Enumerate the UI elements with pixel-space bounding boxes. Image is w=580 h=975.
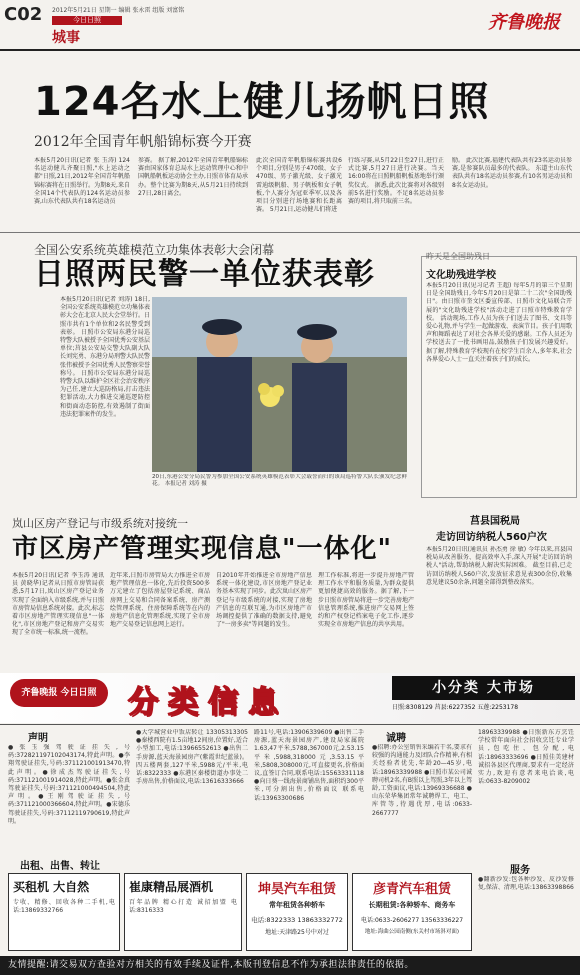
col-recruit-text: ●招聘:办公室销售采编若干名,要求有较强的沟通能力及团队合作精神,有相关经验者优先,年龄20—45岁,电话:18963339988 ●日照市某公司诚聘司机2名,有B照以上驾照,3年以上驾龄,工资面议,电话:13969336688 ●山东荣华集团常年诚聘焊工、电工、库管等,待遇优厚,电话:0633-2667777: [372, 744, 472, 817]
sidebar-label: 昨天是全国助残日: [426, 252, 490, 261]
ad-1-title: 买租机 大自然: [13, 880, 90, 894]
ad-4-addr: 地址:海曲公园南侧(东关村市场斜对面): [364, 929, 460, 935]
section-name: 城事: [52, 30, 80, 46]
col-service-head: 服务: [510, 865, 530, 876]
classifieds-title: 分类信息: [128, 685, 288, 720]
ad-1-text: 专收、精修、回收各种二手机,电话:13869332766: [13, 899, 115, 915]
ad-4-title: 彦青汽车租赁: [372, 882, 451, 897]
ad-4-tel: 电话:0633-2606277 13563336227: [360, 917, 464, 924]
realty-col-1: 本报5月20日讯(记者 李玉涛 通讯员 黄晓华)记者从日照市房管局获悉,5月17日,岚山区房产登记业务实现了全面纳入市级系统,并与日照市房管局信息系统对接。此次,标志着市区房地产管理实现信息"一体化",市区房地产登记和房产交易实现了全市统一标准,统一流程。: [12, 572, 104, 637]
lead-col-3: 此次全国青年帆船锦标赛共设6个项目,分别是男子470级、女子470级、男子激光级、女子激光雷迪级帆船、男子帆板和女子帆板,个人赛分为冠亚季军,以及各项目分别进行场地赛和长距离赛。 5月21日,运动健儿们将进: [256, 157, 342, 214]
classifieds-rule: [0, 724, 580, 725]
classifieds-slogan: 小分类 大市场: [392, 676, 575, 700]
sidebar-text-2: 本报5月20日讯(通讯员 孙杰勇 徐 敏) 今年以来,莒县国税局从改善服务、提高效率入手,深入开展"走访回访纳税人"活动,帮助纳税人解决实际困难。 截至目前,已走访回访纳税人560户次,发放征求意见表300余份,收集意见建议50余条,问题全部得到整改落实。: [426, 546, 572, 586]
section-tag: 今日日照: [52, 16, 122, 25]
lead-col-1: 本报5月20日讯(记者 张 玉涛) 124名运动健儿齐聚日照,"水上运动之都"日照,21日,2012年全国青年帆船锦标赛将在日照举行。为期8天,来自全国14个代表队的124名运动员参赛,山东代表队共有18名运动员: [34, 157, 130, 206]
divider: [0, 232, 580, 233]
ad-4-sub: 长期租赁:各种轿车、商务车: [368, 901, 456, 909]
issue-meta: 2012年5月21日 星期一 编辑 张永雷 组版 刘富铭: [52, 7, 185, 14]
realty-col-2: 近年来,日照市房管局大力推进全市房地产管理信息一体化,先后投资500多万元建立了包括房屋登记系统、商品房网上交易和合同备案系统、房产测绘管理系统、住房保障系统等在内的房地产信息化管理系统,实现了全市房地产交易登记信息网上运行。: [110, 572, 210, 629]
realty-col-3: 自2010年开始推进全市房地产信息系统一体化建设,市区房地产登记业务基本实现了同步。此次岚山区房产登记与市级系统的对接,实现了房地产信息的互联互通,为市区房地产市场调控提供了准确的数据支持,避免了"一房多卖"等问题的发生。: [216, 572, 312, 629]
ad-car-rental-2: [352, 873, 472, 951]
ad-car-rental-1: [246, 873, 348, 951]
sidebar-headline-2: 莒县国税局: [470, 516, 520, 527]
police-kicker: 全国公安系统英雄模范立功集体表彰大会闭幕: [34, 243, 275, 257]
police-headline: 日照两民警一单位获表彰: [34, 257, 375, 292]
col-3-text: 路11号,电话:13906339609 ●出售二手房源,蓝天海景园房产,建设局家属院1.63,47平米,5788,367000元,2.53.15平米,5988,318000元,3.53.15平米,5808,308000元,可直接更名,价格面议,直签订合同,联系电话:15563331118 ●向日葵一线海景商铺出售,面积约300平米,可分割出售,价格面议 联系电话:13963300686: [254, 729, 364, 802]
footer-notice: 友情提醒:请交易双方查验对方相关的有效手续及证件,本版刊登信息不作为承担法律责任的依据。: [0, 956, 580, 975]
police-caption: 20日,东港公安分局民警为参加全国公安系统英雄模范表彰大会载誉而归的该局巡特警大队长颁发纪念鲜花。 本报记者 刘涛 摄: [152, 474, 407, 487]
classifieds-phones: 日照:8308129 莒县:6227352 五莲:2253178: [392, 704, 519, 711]
police-photo: [152, 297, 407, 472]
realty-headline: 市区房产管理实现信息"一体化": [12, 534, 393, 564]
ad-2-text: 百年品牌 精心打造 诚招加盟 电话:8316333: [129, 899, 237, 915]
ad-liquor: [124, 873, 242, 951]
col-5-text: 18963339988 ●日照新东方烹饪学校常年面向社会招收烹饪专业学员,包吃住、包分配,电话:18963333696 ●日照佳美建材诚招各县区代理商,要求有一定经济实力,欢迎有意者来电洽谈,电话:0633-8209002: [478, 729, 574, 786]
col-rent-head: 出租、出售、转让: [20, 861, 100, 872]
police-text: 本报5月20日讯(记者 刘涛) 18日,全国公安系统英雄模范立功集体表彰大会在北京人民大会堂举行。日照市共有1个单位和2名民警受到表彰。 日照市公安局东港分局巡特警大队被授予全国优秀公安基层单位;莒县公安局交警大队副大队长刘宪勇、东港分局刑警大队民警张伟被授予全国优秀人民警察荣誉称号。 日照市公安局东港分局巡特警大队以维护全区社会治安秩序为己任,建立大巡防格局,打击违法犯罪活动,大力推进交通巡逻防控和街面动态防控,有效遏制了街面违法犯罪案件的发生。: [60, 296, 150, 418]
ad-3-title: 坤昊汽车租赁: [257, 882, 336, 897]
ad-2-title: 崔康精品展酒机: [129, 880, 214, 894]
col-declaration-text: ●张玉强驾驶证挂失,号码:372821197102043174,特此声明。●李翔驾驶证挂失,号码:371121001913470,特此声明。●徐成杰驾驶证挂失,号码:371121001914028,特此声明。●张金真驾驶证挂失,号码:371121000494504,特此声明。●王刚驾驶证挂失,号码:371121000366604,特此声明。●宋德乐驾驶证挂失,号码:37112119790619,特此声明。: [8, 744, 130, 825]
col-recruit-head: 诚聘: [386, 733, 406, 744]
header-rule: [0, 49, 580, 51]
lead-subhead: 2012年全国青年帆船锦标赛今开赛: [34, 134, 252, 150]
lead-col-4: 行练习赛,从5月22日至27日,进行正式比赛,5月27日进行决赛。当天16:00将在日照帆船帆板基地举行颁奖仪式。 据悉,此次比赛将对各级别前5名进行奖励。不足8名运动员参赛的项目,将只取前三名。: [348, 157, 444, 206]
realty-kicker: 岚山区房产登记与市级系统对接统一: [12, 517, 188, 530]
lead-col-5: 励。 此次比赛,福建代表队共有23名运动员参赛,是参赛队员最多的代表队。 东道主山东代表队共有18名运动员参赛,有10名男运动员和8名女运动员。: [452, 157, 572, 189]
ad-3-sub: 常年租赁各种轿车: [269, 901, 325, 909]
ad-3-addr: 地址:天津路25号中对过: [265, 929, 329, 936]
ad-3-tel: 电话:8322333 13863332772: [251, 916, 343, 924]
ad-phone-repair: [8, 873, 120, 951]
lead-col-2: 参赛。 据了解,2012年全国青年帆船锦标赛由国家体育总局水上运动管理中心和中国帆船帆板运动协会主办,日照市体育局承办。整个比赛为期8天,从5月21日持续到27日,28日离会。: [138, 157, 248, 197]
realty-col-4: 理工作标准,将进一步提升房地产管理工作水平和服务质量,为群众提供更加便捷高效的服务。据了解,下一步日照市房管局将进一步完善房地产信息管理系统,推进房产交易网上签约和产权登记档案电子化工作,逐步实现全市房地产信息的共享共用。: [318, 572, 414, 629]
sidebar-text: 本报5月20日讯(见习记者 王超) 每年5月的第三个星期日是全国助残日,今年5月20日是第二十二次"全国助残日"。由日照市奎文区委宣传部、日照市文化局联合开展的"文化助残进学校"活动走进了日照市特殊教育学校。 活动现场,工作人员为孩子们送去了图书、文具等爱心礼物,并与学生一起做游戏、表演节目。孩子们用歌声和舞蹈表达了对社会各界关爱的感谢。工作人员还为学校送去了一批书画用品,鼓励孩子们发展兴趣爱好。 据了解,特殊教育学校现有在校学生百余人,多年来,社会各界爱心人士一直关注着孩子们的成长。: [426, 282, 572, 363]
classifieds-brand: 齐鲁晚报 今日日照: [10, 679, 108, 707]
col-2-text: ●大学城营业中饭店转让 13305313305 ●秦楼西院有1.5亩地12间房,位置好,适合小型加工,电话:13966552613 ●出售二手房源,蓝天海景园房产(紫霞世纪蓝景)。四五楼两套,127平米,5988元/平米,电话:8322333 ●东港区秦楼街道办事处二手房出售,价格面议,电话:13616333666: [136, 729, 248, 786]
page-code: C02: [4, 4, 43, 25]
col-declaration-head: 声明: [28, 733, 48, 744]
sidebar-headline: 文化助残进学校: [426, 270, 496, 281]
officers-photo-illustration: [152, 297, 407, 472]
lead-headline: 124名水上健儿扬帆日照: [34, 79, 490, 125]
sidebar-headline-3: 走访回访纳税人560户次: [436, 532, 547, 543]
newspaper-logo: 齐鲁晚报: [488, 12, 560, 33]
col-service-text: ●翻新沙发:包各种沙发、皮沙发修复,保洁、清理,电话:13863398866: [478, 876, 574, 892]
